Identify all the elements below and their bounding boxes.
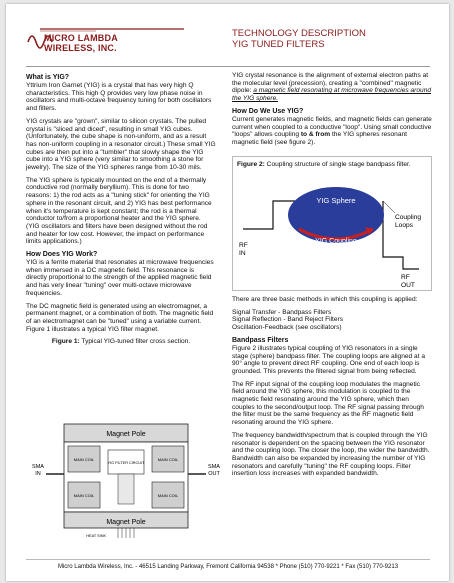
paragraph-what-is-yig: Yttrium Iron Garnet (YIG) is a crystal that has very high Q characteristics. This high Q provides very low phase noise in oscillators and multi-octave frequency tuning for both oscillators and filters. [26,82,212,113]
coupling-loops-pointer [383,201,395,213]
paragraph-yig-grown: YIG crystals are "grown", similar to silicon crystals. The pulled crystal is "sliced and diced", resulting in small YIG cubes. (Unfortunately, the cube shape is non-uniform, and as a result has non-uniform coupling in a resonator circuit.) These small YIG cubes are then put into a "tumbler" that slowly shape the YIG cube into a YIG sphere (very similar to smoothing a stone for jewelry). The size of the YIG spheres range from 10-30 mils. [26,117,216,172]
figure2-svg [233,157,433,292]
company-name [44,33,118,53]
paragraph-bandpass-filters: Figure 2 illustrates typical coupling of YIG resonators in a single stage (sphere) bandpass filter. The coupling loops are aligned at a 90° angle to prevent direct RF coupling. One end of each loop is grounded. This prevents the filtered signal from being reflected. [232,344,426,375]
right-column-lower [232,296,432,483]
right-column [232,72,432,152]
figure1-label: Figure 1: [51,338,80,346]
paragraph-bandwidth: The frequency bandwidth/spectrum that is coupled through the YIG resonator is dependent on the spacing between the YIG resonator and the coupling loop. The closer the loop, the wider the bandwidth. Bandwidth can also be expanded by increasing the number of YIG resonators and carefully "tuning" the RF coupling loops. Filter insertion loss increases with expanded bandwidth. [232,431,430,478]
heading-bandpass-filters: Bandpass Filters [232,336,289,344]
left-column [26,72,216,348]
heading-how-use-yig: How Do We Use YIG? [232,107,304,115]
footer-address: Micro Lambda Wireless, Inc. - 46515 Landing Parkway, Fremont California 94538 * Phone (510) 770-9221 * Fax (510) 770-9213 [57,564,399,570]
paragraph-yig-mount: The YIG sphere is typically mounted on the end of a thermally conductive rod (normally beryllium). This is done for two reasons: 1) the rod acts as a "tuning stick" for orienting the YIG sphere in the resonant circuit, and 2) YIG has best performance when it's temperature is kept constant; the rod is a thermal conductor to/from a proportional heater and the YIG sphere. (YIG oscillators and filters have been designed without the rod and heater for low cost. However, the impact on performance limits applications.) [26,176,212,246]
main-coil-label: MAIN COIL [157,493,179,498]
main-coil-label: MAIN COIL [157,457,179,462]
method-bandpass: Signal Transfer - Bandpass Filters [232,308,332,316]
figure1-svg [26,422,226,540]
heading-how-yig-works: How Does YIG Work? [26,251,98,259]
title-line1: TECHNOLOGY DESCRIPTION [232,28,366,39]
center-post [118,474,134,504]
company-line1: MICRO LAMBDA [44,33,118,43]
paragraph-dc-field: The DC magnetic field is generated using an electromagnet, a permanent magnet, or a combination of both. The magnetic field of an electromagnet can be "tuned" using a variable current. Figure 1 illustrates a typical YIG filter magnet. [26,302,214,333]
coupling-loops-label-2: Loops [395,222,413,229]
input-loop [243,201,295,229]
figure1-diagram [26,422,226,540]
rf-in-label-1: RF [239,242,248,249]
sma-in-label-1: SMA [32,464,44,470]
paragraph-yig-resonance [232,72,432,103]
use-text-c: the YIG spheres resonant magnetic field (see figure 2). [232,131,407,146]
resonance-text: YIG crystal resonance is the alignment of external electron paths at the molecular level (precession), creating a "combined" magnetic dipole: [232,72,429,95]
use-text-a: Current generates magnetic fields, and magnetic fields can generate current when coupled to a conductive "loop". Using small conductive "loops" allows coupling [232,115,432,139]
yig-filter-circuit-label: YIG FILTER CIRCUIT [107,461,145,465]
figure1-caption-text: Typical YIG-tuned filter cross section. [79,338,191,346]
coupling-loops-label-1: Coupling [395,214,422,221]
figure2-label: Figure 2: [237,161,265,168]
figure1-caption [26,338,216,346]
output-loop [383,201,422,269]
method-oscillation: Oscillation-Feedback (see oscillators) [232,324,342,332]
paragraph-how-yig-works: YIG is a ferrite material that resonates at microwave frequencies when immersed in a DC magnetic field. This resonance is directly proportional to the strength of the applied magnetic field and has very linear "tuning" over multi-octave microwave frequencies. [26,259,214,297]
use-text-bold: to & from [300,131,331,139]
sma-in-label-2: IN [35,471,41,477]
sma-out-label-1: SMA [208,464,220,470]
document-title [232,28,366,50]
paragraph-coupling-methods: There are three basic methods in which this coupling is applied: [232,296,418,303]
magnet-pole-bottom-label: Magnet Pole [106,519,146,526]
main-coil-label: MAIN COIL [73,457,95,462]
header-divider [26,66,430,67]
sma-out-label-2: OUT [208,471,220,477]
rf-out-label-1: RF [401,274,410,281]
method-band-reject: Signal Reflection - Band Reject Filters [232,316,344,324]
heat-sink-label: HEAT SINK [86,534,106,538]
footer-divider [26,559,430,560]
figure2-diagram [232,156,432,291]
yig-sphere-label: YIG Sphere [316,196,356,205]
yig-coupling-label: YIG Coupling [315,238,357,245]
paragraph-how-use-yig [232,116,432,147]
document-page [6,4,449,581]
heat-sink-fins [118,528,134,538]
paragraph-rf-input: The RF input signal of the coupling loop modulates the magnetic field around the YIG sphere, this modulation is coupled to the magnetic field resonating around the YIG sphere, which then couples to the second/output loop. The RF signal passing through the filter must be the same frequency as the RF magnetic field resonating around the YIG sphere. [232,380,424,427]
figure2-caption-text: Coupling structure of single stage bandpass filter. [264,161,411,168]
rf-out-label-2: OUT [401,282,415,289]
magnet-pole-top-label: Magnet Pole [106,431,146,438]
resonance-emphasis: a magnetic field resonating at microwave frequencies around the YIG sphere. [232,87,432,103]
rf-in-label-2: IN [239,250,246,257]
title-line2: YIG TUNED FILTERS [232,39,325,50]
company-line2: WIRELESS, INC. [44,43,117,53]
heading-what-is-yig: What is YIG? [26,74,70,81]
main-coil-label: MAIN COIL [73,493,95,498]
